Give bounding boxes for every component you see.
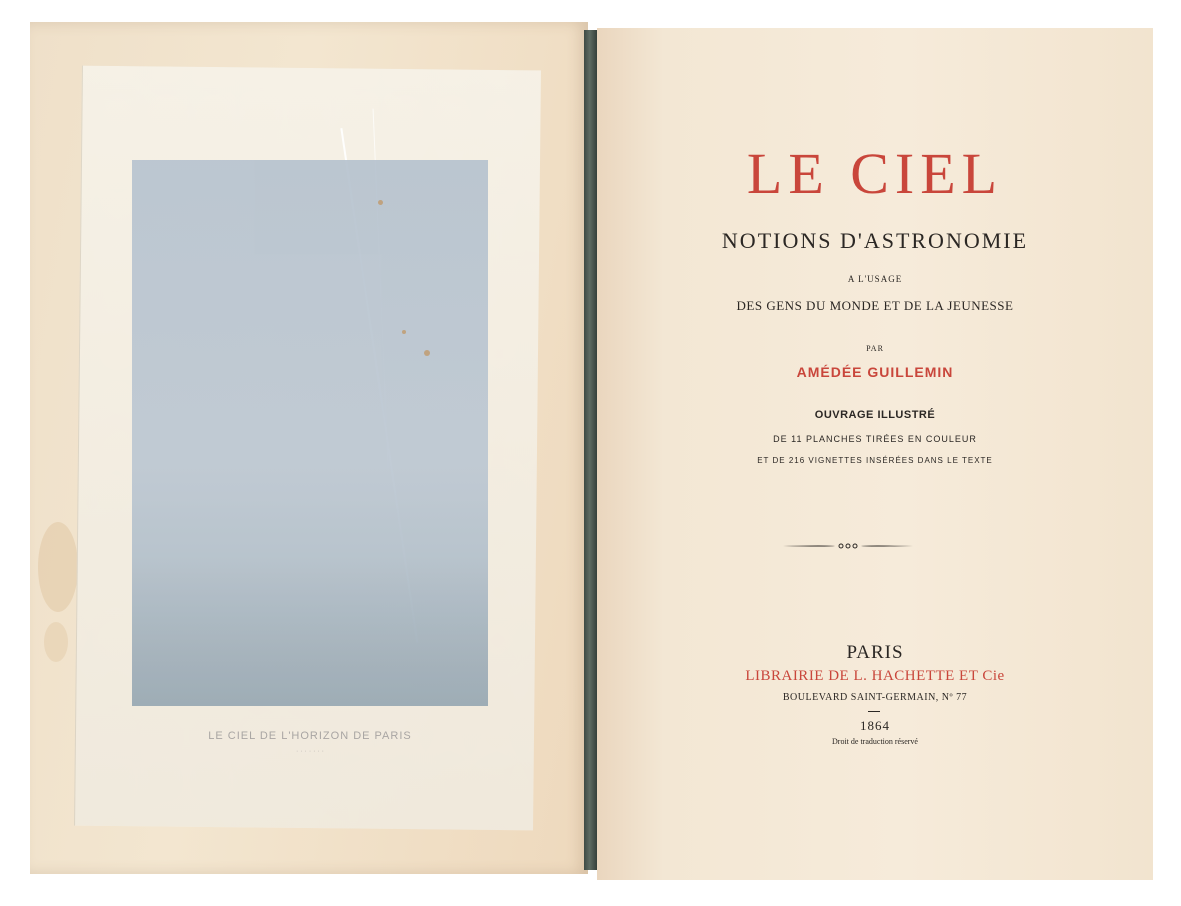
usage-line: A L'USAGE: [847, 274, 903, 284]
ornament-rule: [783, 541, 913, 551]
plate-subcaption: · · · · · · ·: [296, 748, 324, 755]
plate-horizon: [132, 556, 488, 706]
publisher-address: BOULEVARD SAINT-GERMAIN, Nº 77: [782, 692, 968, 703]
illustrated-line: OUVRAGE ILLUSTRÉ: [814, 409, 936, 421]
book-title: LE CIEL: [746, 141, 1004, 206]
book-subtitle: NOTIONS D'ASTRONOMIE: [721, 228, 1029, 253]
plates-line: DE 11 PLANCHES TIRÉES EN COULEUR: [773, 434, 977, 444]
foxing-spot: [424, 350, 430, 356]
book-spine: [584, 30, 598, 870]
title-page: [597, 28, 1153, 880]
audience-line: DES GENS DU MONDE ET DE LA JEUNESSE: [736, 298, 1014, 313]
foxing-stain: [44, 622, 68, 662]
frontispiece-plate: [132, 160, 488, 706]
plate-caption: LE CIEL DE L'HORIZON DE PARIS: [208, 730, 412, 742]
foxing-spot: [378, 200, 383, 205]
foxing-stain: [38, 522, 78, 612]
separator-dash: [868, 711, 880, 712]
vignettes-line: ET DE 216 VIGNETTES INSÉRÉES DANS LE TEXTE: [757, 456, 993, 465]
left-page: [30, 22, 588, 874]
publication-city: PARIS: [846, 642, 904, 663]
rights-notice: Droit de traduction réservé: [832, 737, 918, 746]
by-line: PAR: [866, 344, 884, 353]
publication-year: 1864: [860, 718, 890, 733]
foxing-spot: [402, 330, 406, 334]
author-name: AMÉDÉE GUILLEMIN: [796, 364, 954, 380]
publisher-name: LIBRAIRIE DE L. HACHETTE ET Cie: [745, 668, 1005, 684]
